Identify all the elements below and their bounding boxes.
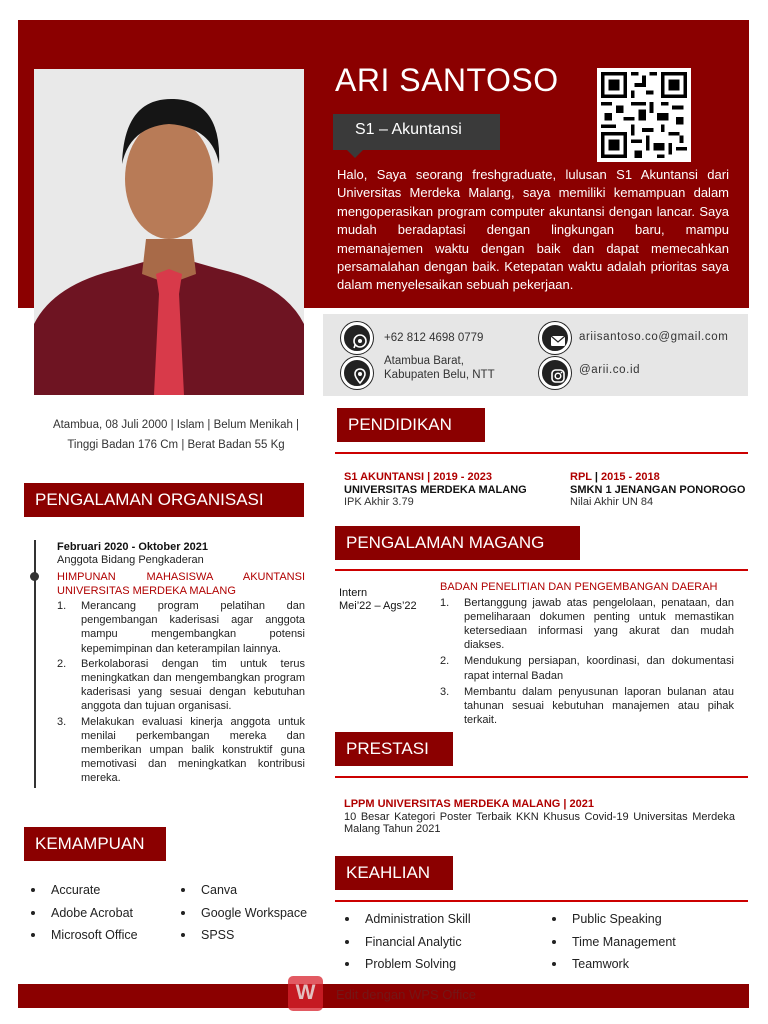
keahlian-heading: KEAHLIAN <box>335 856 453 890</box>
list-item: Teamwork <box>549 953 744 976</box>
prestasi-description: 10 Besar Kategori Poster Terbaik KKN Khusus Covid-19 Universitas Merdeka Malang Tahun 2021 <box>344 810 735 835</box>
magang-org: BADAN PENELITIAN DAN PENGEMBANGAN DAERAH <box>440 581 718 593</box>
location-icon <box>341 357 373 389</box>
list-item: 1. Bertanggung jawab atas pengelolaan, penataan, dan pemeliharaan dokumen penting untuk memastikan ketersediaan informasi yang akurat dan mudah diakses. <box>440 596 734 652</box>
personal-info-line-2: Tinggi Badan 176 Cm | Berat Badan 55 Kg <box>67 439 285 451</box>
whatsapp-icon <box>341 322 373 354</box>
list-item: Canva <box>178 879 328 902</box>
wps-watermark[interactable]: Edit dengan WPS Office <box>336 987 476 1002</box>
divider <box>335 452 748 454</box>
education-1-heading: S1 AKUNTANSI | 2019 - 2023 <box>344 471 492 483</box>
education-entry-2 <box>570 471 748 509</box>
personal-info-line-1: Atambua, 08 Juli 2000 | Islam | Belum Menikah | <box>52 419 300 431</box>
education-2-score: Nilai Akhir UN 84 <box>570 496 654 508</box>
prestasi-heading: PRESTASI <box>335 732 453 766</box>
kemampuan-list-1 <box>28 879 178 947</box>
address-line-1: Atambua Barat, <box>384 355 464 367</box>
list-item: Administration Skill <box>342 908 542 931</box>
magang-entry <box>440 581 734 727</box>
candidate-name: ARI SANTOSO <box>335 62 559 98</box>
education-2-school: SMKN 1 JENANGAN PONOROGO <box>570 483 746 496</box>
timeline-dot <box>30 572 39 581</box>
address <box>384 354 495 382</box>
organisasi-org: HIMPUNAN MAHASISWA AKUNTANSI UNIVERSITAS MERDEKA MALANG <box>57 571 305 597</box>
list-item: Financial Analytic <box>342 931 542 954</box>
kemampuan-heading: KEMAMPUAN <box>24 827 166 861</box>
organisasi-entry <box>57 541 305 786</box>
list-item: Problem Solving <box>342 953 542 976</box>
magang-role: Intern <box>339 587 368 599</box>
kemampuan-list-2 <box>178 879 328 947</box>
degree-badge: S1 – Akuntansi <box>333 114 500 150</box>
list-item: 3. Membantu dalam penyusunan laporan bulanan atau tahunan sesuai kebutuhan manajemen atau pihak terkait. <box>440 685 734 727</box>
wps-logo-letter: W <box>295 981 316 1004</box>
prestasi-heading-text: LPPM UNIVERSITAS MERDEKA MALANG | 2021 <box>344 798 594 810</box>
education-1-school: UNIVERSITAS MERDEKA MALANG <box>344 483 527 496</box>
list-item: 3. Melakukan evaluasi kinerja anggota untuk menilai perkembangan mereka dan memberikan umpan balik konstruktif guna memotivasi dan meningkatkan kontribusi mereka. <box>57 715 305 785</box>
email-icon <box>539 322 571 354</box>
prestasi-entry <box>344 798 735 836</box>
education-2-heading: RPL | 2015 - 2018 <box>570 471 660 483</box>
keahlian-list-2 <box>549 908 744 976</box>
list-item: Google Workspace <box>178 902 328 925</box>
organisasi-duties <box>57 599 305 786</box>
pendidikan-heading: PENDIDIKAN <box>337 408 485 442</box>
divider <box>335 776 748 778</box>
magang-heading: PENGALAMAN MAGANG <box>335 526 580 560</box>
list-item: Accurate <box>28 879 178 902</box>
education-entry-1 <box>344 471 564 509</box>
qr-code[interactable] <box>597 68 691 162</box>
list-item: Time Management <box>549 931 744 954</box>
list-item: 1. Merancang program pelatihan dan pengembangan kaderisasi agar anggota mampu mengembangkan potensi kepemimpinan dan keterampilan lainnya. <box>57 600 305 655</box>
keahlian-list-1 <box>342 908 542 976</box>
divider <box>335 900 748 902</box>
divider <box>335 569 748 571</box>
address-line-2: Kabupaten Belu, NTT <box>384 369 495 381</box>
phone-number[interactable]: +62 812 4698 0779 <box>384 332 484 344</box>
profile-summary: Halo, Saya seorang freshgraduate, lulusan S1 Akuntansi dari Universitas Merdeka Malang, saya memiliki kemampuan dalam mengoperasikan program computer akuntansi dengan lancar. Saya mudah beradaptasi dengan lingkungan baru, mampu memanajemen waktu dengan baik dan dapat memecahkan persamalahan dengan baik. Ketepatan waktu adalah prioritas saya dalam menyelesaikan sebuah pekerjaan. <box>337 167 729 293</box>
instagram-handle[interactable]: @arii.co.id <box>579 364 641 376</box>
magang-duties <box>440 596 734 728</box>
list-item: 2. Berkolaborasi dengan tim untuk terus meningkatkan dan mengembangkan program kaderisasi yang sesuai dengan kebutuhan anggota dan tujuan organisasi. <box>57 657 305 713</box>
email-address[interactable]: ariisantoso.co@gmail.com <box>579 331 729 343</box>
list-item: 2. Mendukung persiapan, koordinasi, dan dokumentasi rapat internal Badan <box>440 655 734 682</box>
education-1-score: IPK Akhir 3.79 <box>344 496 414 508</box>
magang-meta <box>339 587 434 612</box>
organisasi-role: Anggota Bidang Pengkaderan <box>57 553 204 566</box>
wps-logo-icon[interactable] <box>288 976 323 1011</box>
list-item: Microsoft Office <box>28 924 178 947</box>
organisasi-heading: PENGALAMAN ORGANISASI <box>24 483 304 517</box>
list-item: Adobe Acrobat <box>28 902 178 925</box>
personal-info <box>30 415 322 455</box>
profile-photo <box>34 69 304 395</box>
organisasi-period: Februari 2020 - Oktober 2021 <box>57 541 209 553</box>
list-item: SPSS <box>178 924 328 947</box>
list-item: Public Speaking <box>549 908 744 931</box>
contact-box <box>323 314 748 396</box>
magang-period: Mei’22 – Ags’22 <box>339 599 417 612</box>
instagram-icon <box>539 357 571 389</box>
